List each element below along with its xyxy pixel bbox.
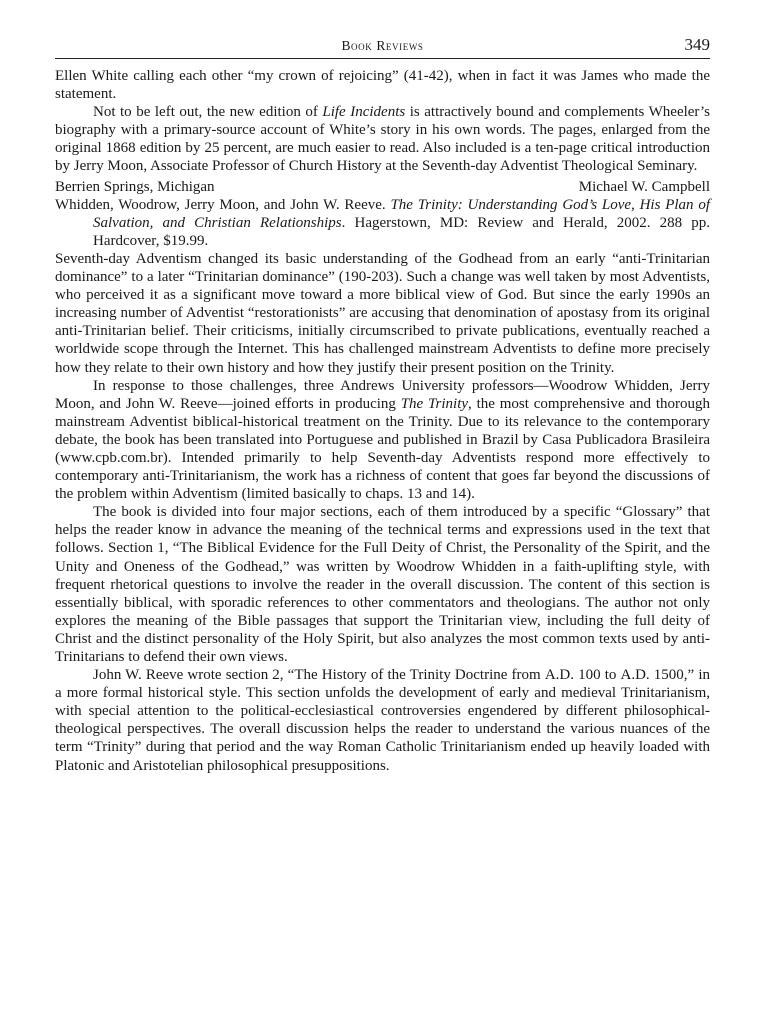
book-title-the-trinity: The Trinity (400, 395, 469, 412)
reviewer-location: Berrien Springs, Michigan (55, 178, 215, 195)
prev-review-paragraph-2-end: is attractively bound and complements Wheeler’s biography with a primary-source account of White’s story in his own words. The pages, enlarged from the original 1868 edition by 25 percent, are much easier to read. Also included is a ten-page critical introduction by Jerry Moon, Associate Professor of Church History at the Seventh-day Adventist Theological Seminary. (55, 104, 710, 175)
prev-review-paragraph-2-start: Not to be left out, the new edition of (93, 104, 323, 121)
era-marker-1: A.D. (544, 667, 574, 684)
reviewer-signature (55, 178, 710, 196)
review-paragraph-4-end: 1500,” in a more formal historical style. This section unfolds the development of early and medieval Trinitarianism, with special attention to the political-ecclesiastical controversies engendered by different philosophical-theological perspectives. The overall discussion helps the reader to understand the various nuances of the term “Trinity” during that period and the way Roman Catholic Trinitarianism ended up heavily loaded with Platonic and Aristotelian philosophical presuppositions. (55, 667, 711, 774)
running-head-title: Book Reviews (341, 38, 424, 53)
review-paragraph-1: Seventh-day Adventism changed its basic understanding of the Godhead from an early “anti-Trinitarian dominance” to a later “Trinitarian dominance” (190-203). Such a change was well taken by most Adventists, who perceived it as a significant move toward a more biblical view of God. But since the early 1990s an increasing number of Adventist “restorationists” are accusing that denomination of apostasy from its original anti-Trinitarian belief. Their criticisms, initially circumscribed to private publications, eventually reached a worldwide scope through the Internet. This has challenged mainstream Adventists to define more precisely how they relate to their own history and how they justify their present position on the Trinity. (55, 250, 710, 376)
citation-publication: . Hagerstown, MD: Review and Herald, 2002. 288 pp. Hardcover, $19.99. (93, 214, 710, 249)
page-number: 349 (684, 35, 710, 54)
running-head (55, 36, 710, 59)
reviewer-name: Michael W. Campbell (578, 178, 710, 195)
journal-page (55, 36, 710, 775)
review-paragraph-4 (55, 666, 710, 775)
prev-review-paragraph-1: Ellen White calling each other “my crown of rejoicing” (41-42), when in fact it was James who made the statement. (55, 68, 710, 103)
review-paragraph-2-start: In response to those challenges, three Andrews University professors—Woodrow Whidden, Jerry Moon, and John W. Reeve—joined efforts in producing (55, 377, 710, 412)
book-title-life-incidents: Life Incidents (322, 104, 406, 121)
citation-title: The Trinity: Understanding God’s Love, His Plan of Salvation, and Christian Relationships (93, 196, 711, 231)
era-marker-2: A.D. (620, 667, 650, 684)
citation-authors: Whidden, Woodrow, Jerry Moon, and John W. Reeve. (55, 196, 391, 213)
book-citation (55, 196, 710, 250)
prev-review-paragraph-2 (55, 103, 710, 175)
review-paragraph-4-mid: 100 to (573, 667, 621, 684)
review-paragraph-2-end: , the most comprehensive and thorough mainstream Adventist biblical-historical treatment on the Trinity. Due to its relevance to the contemporary debate, the book has been translated into Portuguese and published in Brazil by Casa Publicadora Brasileira (www.cpb.com.br). Intended primarily to help Seventh-day Adventists respond more effectively to contemporary anti-Trinitarianism, the work has a richness of content that goes far beyond the discussions of the problem within Adventism (limited basically to chaps. 13 and 14). (55, 395, 710, 503)
review-paragraph-3: The book is divided into four major sections, each of them introduced by a specific “Glossary” that helps the reader know in advance the meaning of the technical terms and expressions used in the text that follows. Section 1, “The Biblical Evidence for the Full Deity of Christ, the Personality of the Spirit, and the Unity and Oneness of the Godhead,” was written by Woodrow Whidden in a faith-uplifting style, with frequent rhetorical questions to involve the reader in the overall discussion. The content of this section is essentially biblical, with sporadic references to other commentators and theologians. The author not only explores the meaning of the Bible passages that support the Trinitarian view, including the full deity of Christ and the distinct personality of the Holy Spirit, but also analyzes the most common texts used by anti-Trinitarians to defend their own views. (55, 504, 710, 665)
review-paragraph-4-start: John W. Reeve wrote section 2, “The History of the Trinity Doctrine from (93, 667, 545, 684)
page-body (55, 67, 710, 775)
review-paragraph-2 (55, 377, 710, 504)
